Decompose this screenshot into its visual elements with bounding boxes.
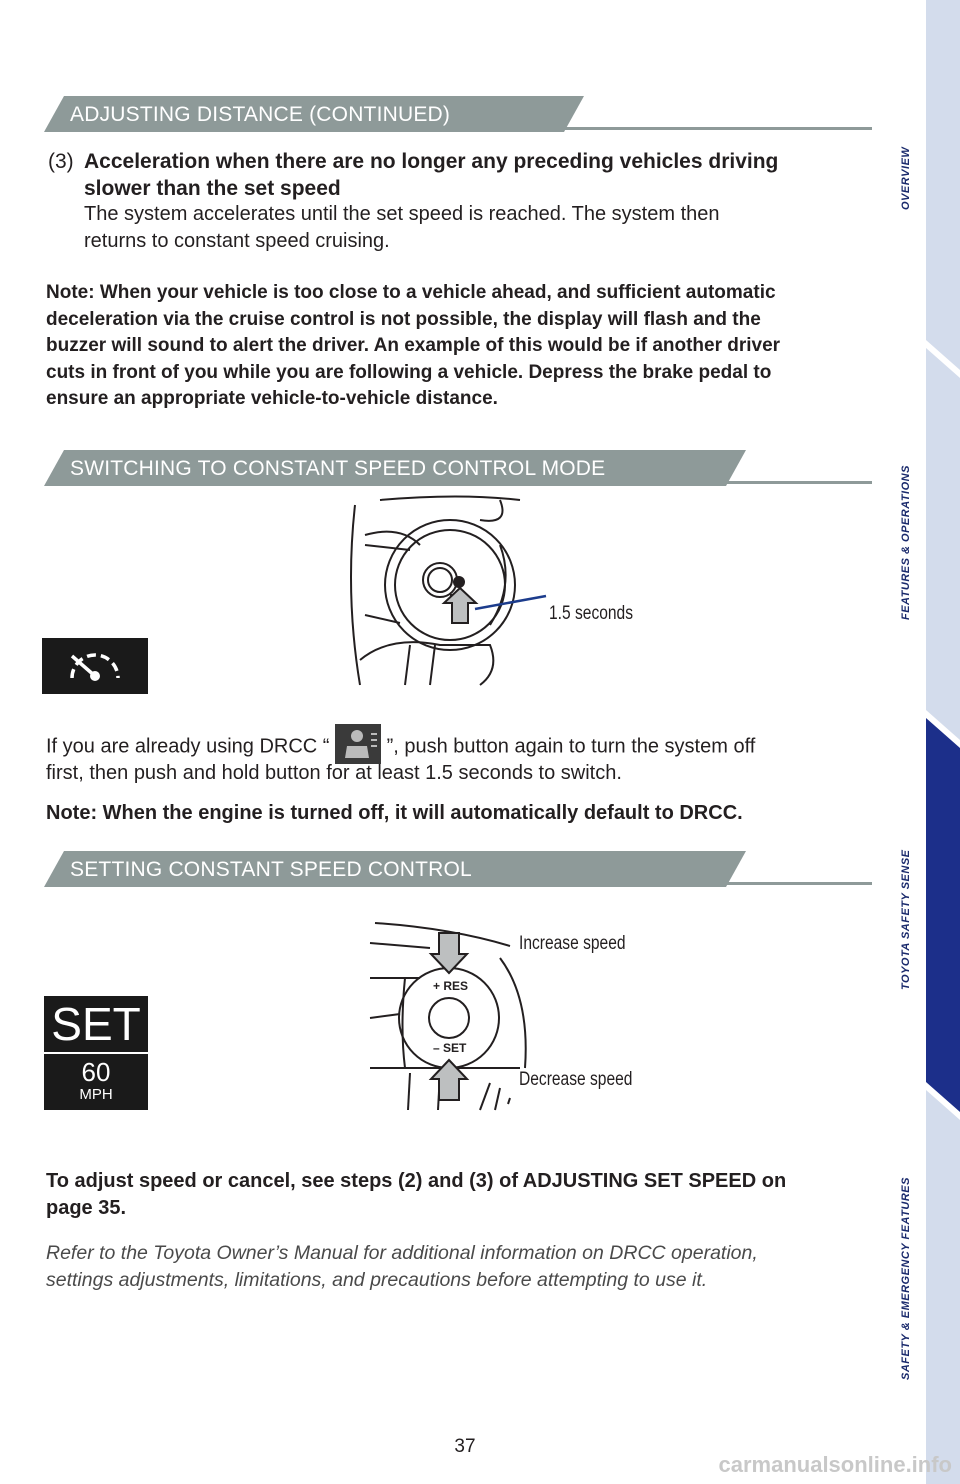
tab-safety-emergency[interactable]: SAFETY & EMERGENCY FEATURES <box>900 1177 912 1380</box>
section-rule <box>720 882 872 885</box>
sidebar-tabs <box>926 0 960 1484</box>
speed-readout <box>44 1054 148 1110</box>
tab-overview[interactable]: OVERVIEW <box>900 146 912 210</box>
adjust-note <box>46 1168 786 1222</box>
section-rule <box>720 481 872 484</box>
drcc-text-part: If you are already using DRCC “ <box>46 735 330 758</box>
step-number: (3) <box>48 150 74 173</box>
push-arrow-icon <box>444 588 476 623</box>
owners-manual-reference <box>46 1240 758 1294</box>
section-rule <box>560 127 872 130</box>
adjust-note-line: To adjust speed or cancel, see steps (2) and (3) of ADJUSTING SET SPEED on <box>46 1170 787 1192</box>
drcc-text-part: ”, push button again to turn the system off <box>386 735 756 758</box>
section-title: SWITCHING TO CONSTANT SPEED CONTROL MODE <box>70 457 606 480</box>
drcc-instruction-line2: first, then push and hold button for at least 1.5 seconds to switch. <box>46 762 622 784</box>
adjust-note-line: page 35. <box>46 1197 127 1219</box>
note-line: ensure an appropriate vehicle-to-vehicle distance. <box>46 388 498 409</box>
speedometer-icon <box>42 638 148 694</box>
step-title-line: Acceleration when there are no longer any preceding vehicles driving <box>84 150 779 173</box>
note-line: buzzer will sound to alert the driver. An example of this would be if another driver <box>46 335 781 356</box>
step-title-line: slower than the set speed <box>84 177 341 200</box>
page-number: 37 <box>454 1436 476 1457</box>
callout-1-5-seconds: 1.5 seconds <box>549 603 634 624</box>
tab-features-operations[interactable]: FEATURES & OPERATIONS <box>900 465 912 620</box>
note-too-close <box>46 280 780 413</box>
note-default-drcc: Note: When the engine is turned off, it will automatically default to DRCC. <box>46 802 743 824</box>
step-body-line: The system accelerates until the set speed is reached. The system then <box>84 203 720 225</box>
decrease-speed-label: Decrease speed <box>519 1069 633 1090</box>
constant-speed-display <box>42 638 148 694</box>
section-title: ADJUSTING DISTANCE (CONTINUED) <box>70 103 451 126</box>
section-title: SETTING CONSTANT SPEED CONTROL <box>70 858 472 881</box>
tab-toyota-safety-sense[interactable]: TOYOTA SAFETY SENSE <box>900 849 912 990</box>
note-line: deceleration via the cruise control is not possible, the display will flash and the <box>46 308 761 330</box>
increase-speed-label: Increase speed <box>519 933 626 954</box>
watermark: carmanualsonline.info <box>718 1452 952 1477</box>
speed-value: 60 <box>81 1057 111 1087</box>
set-indicator: SET <box>44 996 148 1052</box>
step-body <box>84 201 720 255</box>
step-body-line: returns to constant speed cruising. <box>84 230 390 252</box>
increase-arrow-icon <box>431 933 467 973</box>
note-line: Note: When your vehicle is too close to a vehicle ahead, and sufficient automatic <box>46 282 776 303</box>
reference-line: Refer to the Toyota Owner’s Manual for additional information on DRCC operation, <box>46 1242 758 1264</box>
res-label: + RES <box>433 979 469 993</box>
speed-unit: MPH <box>79 1086 113 1103</box>
set-label: – SET <box>433 1041 467 1055</box>
set-speed-display <box>44 996 148 1110</box>
steering-switch-illustration <box>340 495 660 695</box>
note-line: cuts in front of you while you are following a vehicle. Depress the brake pedal to <box>46 361 772 383</box>
step-title <box>84 148 778 202</box>
drcc-icon <box>335 724 381 764</box>
reference-line: settings adjustments, limitations, and precautions before attempting to use it. <box>46 1269 708 1291</box>
